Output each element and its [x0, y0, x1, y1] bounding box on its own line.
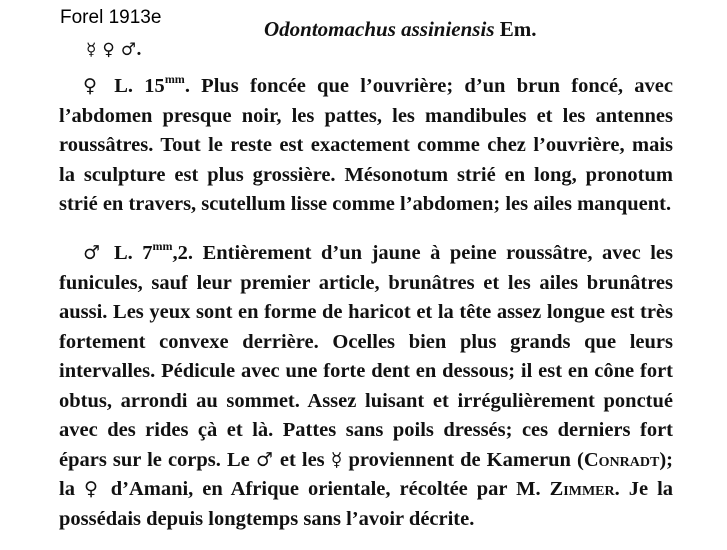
worker-symbol-inline: ☿	[330, 448, 343, 471]
male-symbol: ♂	[83, 242, 105, 264]
species-name: Odontomachus assiniensis	[264, 17, 495, 41]
species-title	[264, 17, 537, 42]
male-text-6: d’Amani, en Afrique orientale, récoltée par M.	[101, 478, 550, 500]
male-text-7: . Je la possédais depuis longtemps sans l’avoir décrite.	[59, 478, 674, 530]
female-length: L. 15	[103, 75, 165, 97]
male-length: L. 7	[104, 242, 153, 264]
male-symbol-inline: ♂	[255, 448, 274, 471]
male-description	[59, 232, 673, 534]
collector-zimmer: Zimmer	[549, 478, 615, 500]
male-text-5: ); la	[59, 448, 673, 500]
species-author: Em.	[499, 17, 537, 41]
female-description-text: . Plus foncée que l’ouvrière; d’un brun foncé, avec l’abdomen presque noir, les pattes, les mandibules et les antennes roussâtres. Tout le reste est exactement comme chez l’ouvrière, mais la sculpture est plus grossière. Mésonotum strié en long, pronotum strié en travers, scutellum lisse comme l’abdomen; les ailes manquent.	[59, 75, 673, 215]
female-length-unit: mm	[164, 72, 185, 86]
female-description	[59, 65, 673, 220]
caste-symbols: ☿ ♀ ♂.	[86, 40, 142, 60]
queen-symbol-inline: ♀	[83, 478, 102, 500]
male-description-text: ,2. Entièrement d’un jaune à peine roussâtre, avec les funicules, sauf leur premier article, brunâtres et les ailes brunâtres aussi. Les yeux sont en forme de haricot et la tête assez longue est très fortement convexe derrière. Ocelles bien plus grands que leurs intervalles. Pédicule avec une forte dent en dessous; il est en cône fort obtus, arrondi au sommet. Assez luisant et irrégulièrement ponctué avec des rides çà et là. Pattes sans poils dressés; ces derniers fort épars sur le corps. Le	[59, 242, 673, 471]
male-text-3: et les	[273, 448, 331, 471]
female-symbol: ♀	[83, 75, 104, 97]
collector-conradt: Conradt	[583, 448, 660, 471]
male-text-4: proviennent de Kamerun (	[342, 448, 584, 471]
citation-label: Forel 1913e	[60, 7, 162, 28]
male-length-unit: mm	[152, 239, 173, 253]
